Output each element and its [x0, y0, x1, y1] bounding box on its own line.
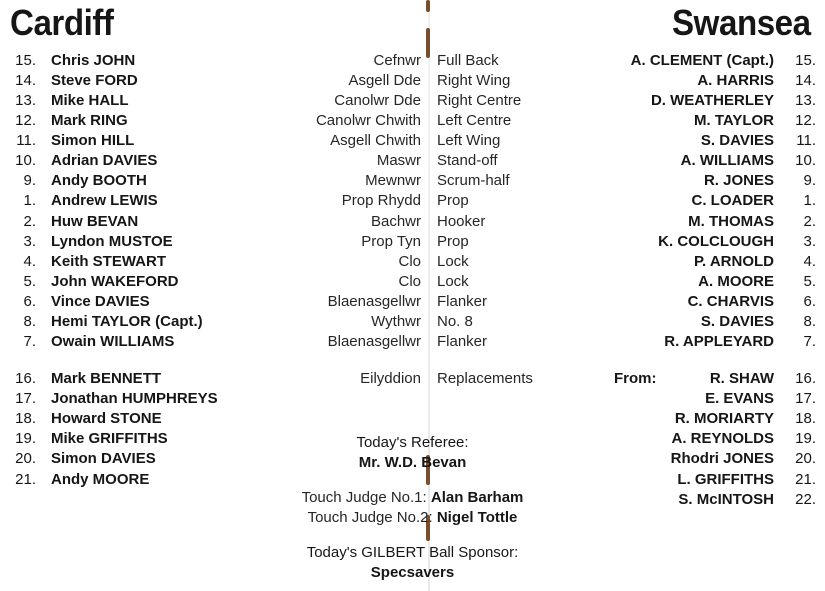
away-team-title: Swansea — [672, 2, 811, 43]
home-player-name: Andy BOOTH — [51, 172, 147, 190]
home-player-number: 15. — [15, 52, 36, 69]
position-welsh: Prop Rhydd — [341, 192, 421, 210]
away-replacement-number: 19. — [795, 430, 816, 448]
position-welsh: Mewnwr — [365, 172, 421, 190]
position-english: Right Centre — [437, 92, 522, 110]
away-player-number: 6. — [803, 292, 816, 310]
home-replacement-number: 19. — [15, 430, 36, 448]
position-welsh: Clo — [398, 272, 421, 290]
lineup-row — [0, 191, 825, 211]
away-player-name: K. COLCLOUGH — [658, 232, 774, 250]
home-replacement-number: 16. — [15, 370, 36, 387]
home-replacement-number: 17. — [15, 390, 36, 408]
touch-judge-1-name: Alan Barham — [430, 489, 524, 506]
away-replacement-name: R. SHAW — [709, 370, 774, 387]
home-player-number: 4. — [23, 252, 36, 270]
home-player-name: Owain WILLIAMS — [51, 332, 175, 350]
position-english: Left Wing — [437, 132, 501, 150]
away-replacement-number: 21. — [795, 470, 816, 488]
position-english: Full Back — [437, 52, 499, 69]
away-player-name: A. CLEMENT (Capt.) — [630, 52, 774, 69]
home-player-number: 3. — [23, 232, 36, 250]
lineup-row — [0, 312, 825, 332]
position-english: Left Centre — [437, 112, 512, 130]
sponsor-label: Today's GILBERT Ball Sponsor: — [306, 544, 519, 561]
away-replacement-number: 17. — [795, 390, 816, 408]
position-english: Lock — [437, 252, 469, 270]
away-player-number: 14. — [795, 72, 816, 90]
position-welsh: Asgell Chwith — [330, 132, 421, 150]
replacement-row — [0, 389, 825, 409]
position-welsh: Canolwr Dde — [334, 92, 421, 110]
away-player-number: 11. — [796, 132, 816, 150]
home-player-name: Huw BEVAN — [51, 212, 139, 230]
lineup-row — [0, 111, 825, 131]
home-player-name: Steve FORD — [51, 72, 138, 90]
home-player-number: 14. — [15, 72, 36, 90]
home-player-name: John WAKEFORD — [51, 272, 179, 290]
position-welsh: Prop Tyn — [361, 232, 421, 250]
home-player-number: 9. — [23, 172, 36, 190]
position-english: No. 8 — [437, 312, 473, 330]
away-player-number: 12. — [795, 112, 816, 130]
position-english: Prop — [437, 192, 469, 210]
home-player-number: 1. — [23, 192, 36, 210]
away-player-name: R. APPLEYARD — [664, 332, 774, 350]
position-welsh: Clo — [398, 252, 421, 270]
position-english: Flanker — [437, 332, 488, 350]
away-replacement-number: 16. — [795, 370, 816, 387]
touch-judge-2-label: Touch Judge No.2: — [307, 509, 433, 526]
replacements-heading-english: Replacements — [437, 370, 533, 387]
home-replacement-name: Andy MOORE — [51, 470, 150, 488]
away-player-name: P. ARNOLD — [693, 252, 774, 270]
position-welsh: Bachwr — [370, 212, 421, 230]
home-replacement-number: 21. — [15, 470, 36, 488]
away-replacement-name: Rhodri JONES — [670, 450, 774, 468]
home-player-number: 10. — [15, 152, 36, 170]
home-player-name: Adrian DAVIES — [51, 152, 158, 170]
position-english: Lock — [437, 272, 469, 290]
away-player-number: 3. — [803, 232, 816, 250]
home-replacement-name: Jonathan HUMPHREYS — [51, 390, 218, 408]
away-player-name: C. CHARVIS — [687, 292, 774, 310]
lineup-row — [0, 252, 825, 272]
away-player-number: 9. — [803, 172, 816, 190]
home-player-name: Mark RING — [51, 112, 128, 130]
home-player-number: 2. — [23, 212, 36, 230]
replacements-from-label: From: — [614, 370, 657, 387]
home-player-name: Andrew LEWIS — [51, 192, 158, 210]
away-player-name: S. DAVIES — [700, 132, 774, 150]
home-replacement-name: Simon DAVIES — [51, 450, 156, 468]
touch-judge-2 — [0, 508, 825, 528]
lineup-row — [0, 91, 825, 111]
away-player-name: A. MOORE — [698, 272, 774, 290]
away-player-number: 4. — [803, 252, 816, 270]
away-replacement-number: 20. — [795, 450, 816, 468]
replacement-row — [0, 369, 825, 389]
lineup-row — [0, 292, 825, 312]
position-english: Prop — [437, 232, 469, 250]
position-welsh: Canolwr Chwith — [315, 112, 421, 130]
lineup-row — [0, 332, 825, 352]
away-player-name: R. JONES — [703, 172, 774, 190]
home-replacement-name: Mark BENNETT — [51, 370, 162, 387]
home-player-name: Keith STEWART — [51, 252, 166, 270]
home-player-number: 12. — [15, 112, 36, 130]
replacements-heading-welsh: Eilyddion — [360, 370, 421, 387]
sponsor-name: Specsavers — [370, 564, 455, 581]
lineup-row — [0, 232, 825, 252]
position-welsh: Blaenasgellwr — [327, 292, 421, 310]
away-player-number: 10. — [795, 152, 816, 170]
home-player-number: 11. — [16, 132, 36, 150]
away-player-name: S. DAVIES — [700, 312, 774, 330]
away-replacement-name: S. McINTOSH — [678, 490, 774, 508]
lineup-row — [0, 71, 825, 91]
away-player-number: 2. — [803, 212, 816, 230]
position-welsh: Cefnwr — [373, 52, 421, 69]
away-player-number: 8. — [803, 312, 816, 330]
home-team-title: Cardiff — [10, 2, 114, 43]
staple-top — [426, 0, 430, 12]
away-replacement-name: R. MORIARTY — [674, 410, 774, 428]
home-player-number: 8. — [23, 312, 36, 330]
away-player-name: M. THOMAS — [688, 212, 774, 230]
home-player-number: 5. — [23, 272, 36, 290]
home-player-number: 7. — [23, 332, 36, 350]
home-replacement-name: Howard STONE — [51, 410, 162, 428]
away-replacement-name: A. REYNOLDS — [671, 430, 774, 448]
lineup-row — [0, 171, 825, 191]
position-welsh: Asgell Dde — [348, 72, 421, 90]
lineup-row — [0, 212, 825, 232]
replacement-row — [0, 409, 825, 429]
away-replacement-name: L. GRIFFITHS — [677, 470, 774, 488]
touch-judge-2-name: Nigel Tottle — [436, 509, 518, 526]
away-player-number: 7. — [803, 332, 816, 350]
away-player-number: 15. — [795, 52, 816, 69]
away-player-number: 5. — [803, 272, 816, 290]
away-player-name: C. LOADER — [691, 192, 774, 210]
away-replacement-number: 22. — [795, 490, 816, 508]
position-english: Flanker — [437, 292, 488, 310]
position-welsh: Blaenasgellwr — [327, 332, 421, 350]
referee-label: Today's Referee: — [356, 434, 469, 451]
touch-judge-1-label: Touch Judge No.1: — [301, 489, 427, 506]
position-english: Right Wing — [437, 72, 511, 90]
home-replacement-number: 18. — [15, 410, 36, 428]
away-player-name: D. WEATHERLEY — [650, 92, 774, 110]
away-player-name: M. TAYLOR — [693, 112, 774, 130]
lineup-row — [0, 151, 825, 171]
away-replacement-name: E. EVANS — [705, 390, 774, 408]
referee-name: Mr. W.D. Bevan — [358, 454, 467, 471]
home-player-name: Vince DAVIES — [51, 292, 150, 310]
position-english: Hooker — [437, 212, 486, 230]
home-replacement-name: Mike GRIFFITHS — [51, 430, 168, 448]
position-english: Scrum-half — [437, 172, 510, 190]
home-player-number: 13. — [15, 92, 36, 110]
home-player-name: Hemi TAYLOR (Capt.) — [51, 312, 203, 330]
lineup-row — [0, 131, 825, 151]
home-player-name: Chris JOHN — [51, 52, 136, 69]
position-welsh: Maswr — [376, 152, 421, 170]
home-replacement-number: 20. — [15, 450, 36, 468]
lineup-row — [0, 51, 825, 71]
home-player-name: Mike HALL — [51, 92, 129, 110]
away-replacement-number: 18. — [795, 410, 816, 428]
away-player-name: A. HARRIS — [697, 72, 774, 90]
position-english: Stand-off — [437, 152, 498, 170]
home-player-number: 6. — [23, 292, 36, 310]
touch-judge-1 — [0, 488, 825, 508]
away-player-name: A. WILLIAMS — [680, 152, 774, 170]
home-player-name: Lyndon MUSTOE — [51, 232, 173, 250]
away-player-number: 13. — [795, 92, 816, 110]
position-welsh: Wythwr — [371, 312, 421, 330]
lineup-row — [0, 272, 825, 292]
home-player-name: Simon HILL — [51, 132, 135, 150]
away-player-number: 1. — [803, 192, 816, 210]
